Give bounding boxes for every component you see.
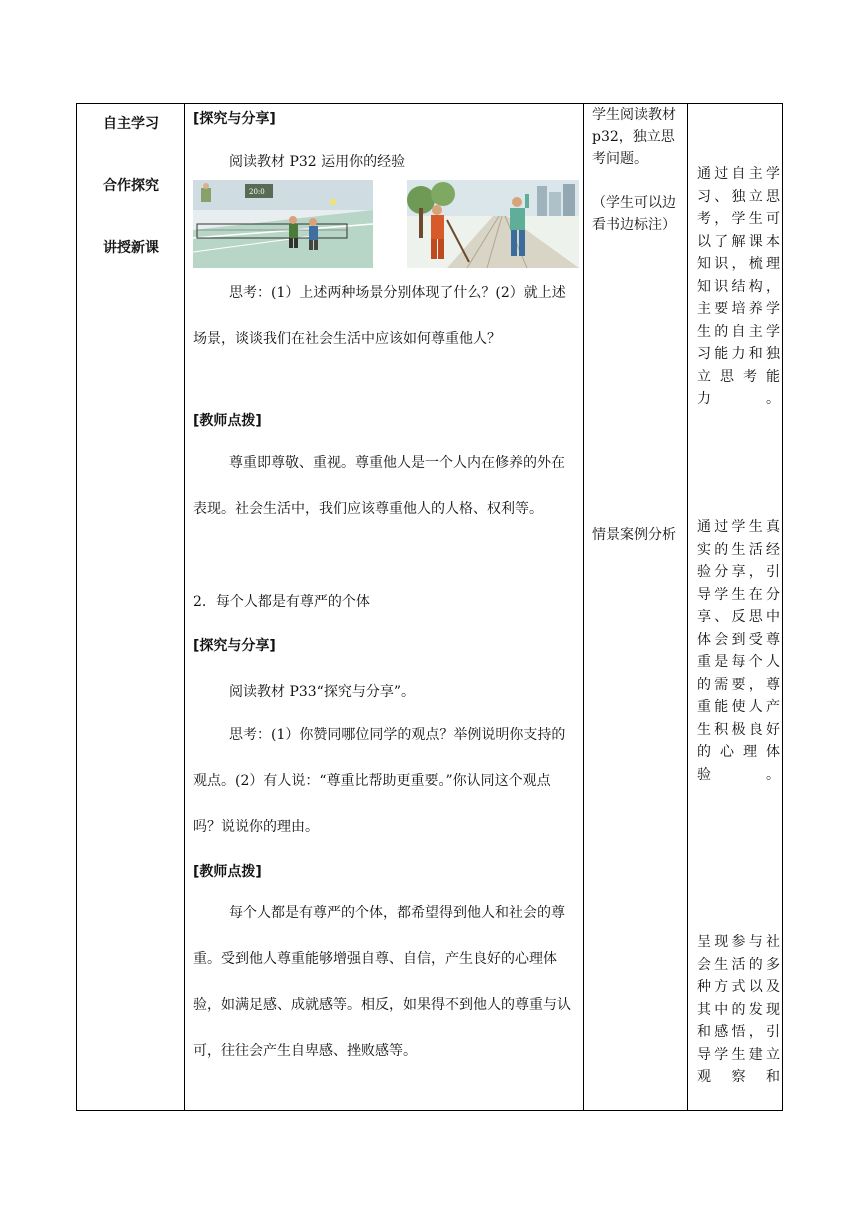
design-intent-column: [688, 104, 784, 1110]
discussion-question: 思考：(1）你赞同哪位同学的观点？举例说明你支持的观点。(2）有人说：“尊重比帮助更重要。”你认同这个观点吗？说说你的理由。: [193, 727, 566, 835]
stage-label: 合作探究: [103, 178, 159, 194]
activity-note: 情景案例分析: [592, 527, 676, 543]
teacher-guidance-text: 每个人都是有尊严的个体，都希望得到他人和社会的尊重。受到他人尊重能够增强自尊、自信，产生良好的心理体验，如满足感、成就感等。相反，如果得不到他人的尊重与认可，往往会产生自卑感、挫败感等。: [193, 905, 571, 1059]
discussion-question: 思考：(1）上述两种场景分别体现了什么？(2）就上述场景，谈谈我们在社会生活中应该如何尊重他人？: [193, 285, 566, 347]
stage-label: 自主学习: [103, 116, 159, 132]
student-activity-column: [584, 104, 688, 1110]
tennis-court-illustration: [193, 180, 373, 268]
section-bracket-label: [教师点拨]: [193, 413, 262, 429]
lesson-table: [76, 103, 783, 1111]
reading-instruction: 阅读教材 P33“探究与分享”。: [229, 684, 415, 700]
section-bracket-label: [探究与分享]: [193, 638, 276, 654]
design-intent-text: 呈现参与社会生活的多种方式以及其中的发现和感悟，引导学生建立观察和: [697, 934, 780, 1085]
svg-text:20:0: 20:0: [249, 188, 265, 196]
stage-label: 讲授新课: [103, 240, 159, 256]
section-bracket-label: [探究与分享]: [193, 111, 276, 127]
street-sweeper-illustration: [407, 180, 579, 268]
section-bracket-label: [教师点拨]: [193, 864, 262, 880]
activity-note: （学生可以边看书边标注）: [592, 195, 676, 233]
section-heading: 2．每个人都是有尊严的个体: [193, 594, 370, 610]
stage-column: [77, 104, 185, 1110]
teacher-guidance-text: 尊重即尊敬、重视。尊重他人是一个人内在修养的外在表现。社会生活中，我们应该尊重他人的人格、权利等。: [193, 455, 565, 517]
design-intent-text: 通过自主学习、独立思考，学生可以了解课本知识，梳理知识结构，主要培养学生的自主学习能力和独立思考能力。: [697, 166, 780, 407]
reading-instruction: 阅读教材 P32 运用你的经验: [229, 154, 406, 170]
design-intent-text: 通过学生真实的生活经验分享，引导学生在分享、反思中体会到受尊重是每个人的需要，尊重能使人产生积极良好的心理体验。: [697, 519, 780, 783]
content-column: [185, 104, 584, 1110]
activity-note: 学生阅读教材 p32，独立思考问题。: [592, 107, 676, 167]
